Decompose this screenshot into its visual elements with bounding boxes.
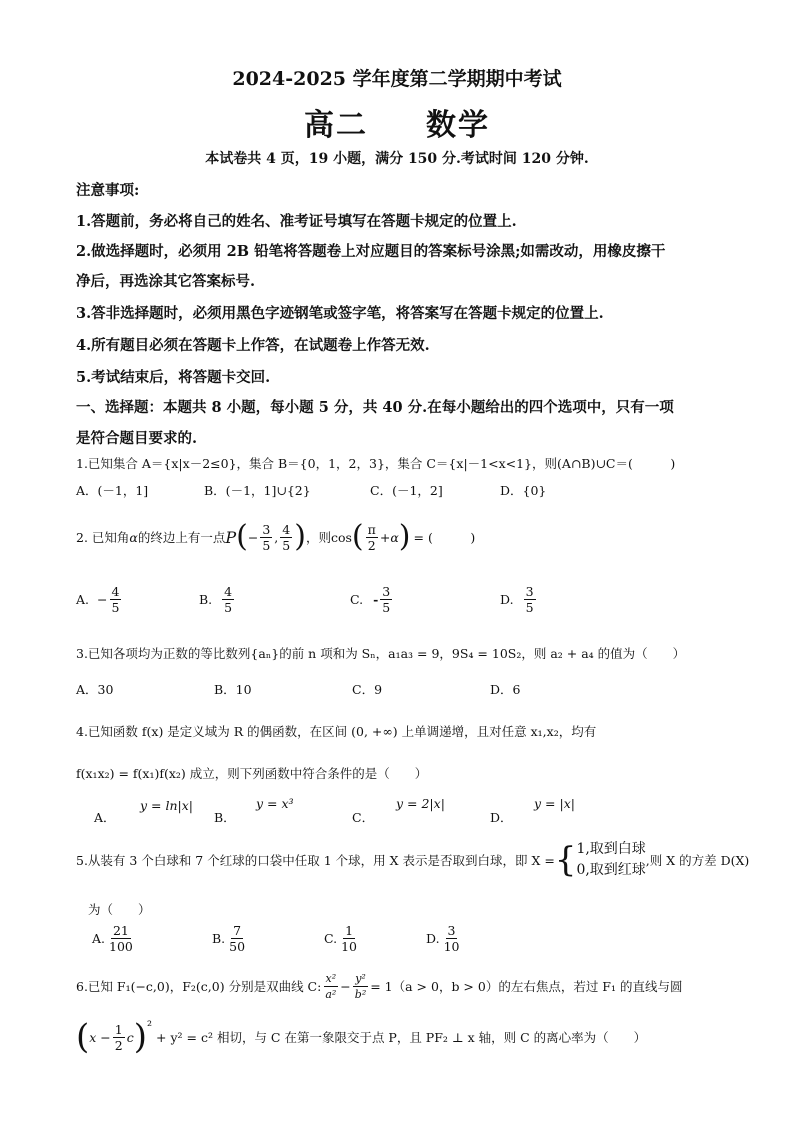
q2-option-d: D. $\frac{3}{5}$ bbox=[500, 584, 534, 615]
q5-option-d: D. $\frac{3}{10}$ bbox=[426, 923, 460, 954]
notes-heading: 注意事项: bbox=[76, 182, 140, 199]
q1-option-a: A．(－1，1] bbox=[76, 483, 149, 498]
exam-title: 2024-2025 学年度第二学期期中考试 bbox=[232, 68, 562, 90]
q6-line2: ( x − $\frac{1}{2}$ c ) ² + y² = c² 相切，与 C 在第一象限交于点 P，且 PF₂ ⊥ x 轴，则 C 的离心率为（ ） bbox=[76, 1017, 647, 1057]
q2-cos: cos bbox=[330, 529, 352, 545]
note-2a: 2.做选择题时，必须用 2B 铅笔将答题卷上对应题目的答案标号涂黑;如需改动，用橡皮擦干 bbox=[76, 243, 666, 260]
note-5: 5.考试结束后，将答题卡交回. bbox=[76, 369, 271, 386]
q5-option-c: C. $\frac{1}{10}$ bbox=[324, 923, 357, 954]
exam-info: 本试卷共 4 页，19 小题，满分 150 分.考试时间 120 分钟. bbox=[205, 151, 589, 167]
q5-option-b: B. $\frac{7}{50}$ bbox=[212, 923, 246, 954]
q2-point-p: P bbox=[225, 527, 237, 547]
subject-label: 数学 bbox=[426, 108, 490, 143]
q2-alpha: α bbox=[129, 529, 138, 545]
q3-option-a: A．30 bbox=[76, 682, 114, 697]
q2-mid: 的终边上有一点 bbox=[137, 530, 226, 545]
section1-line2: 是符合题目要求的. bbox=[76, 430, 198, 447]
q1-stem: 1.已知集合 A＝{x|x－2≤0}，集合 B＝{0，1，2，3}，集合 C＝{x|－1<x<1}，则(A∩B)∪C＝( ) bbox=[76, 456, 676, 471]
q2-pre: 2. 已知角 bbox=[76, 530, 130, 545]
note-3: 3.答非选择题时，必须用黑色字迹钢笔或签字笔，将答案写在答题卡规定的位置上. bbox=[76, 305, 604, 322]
q2-frac-y: $\frac{4}{5}$ bbox=[282, 521, 291, 553]
grade-label: 高二 bbox=[304, 108, 368, 143]
section1-line1: 一、选择题：本题共 8 小题，每小题 5 分，共 40 分.在每小题给出的四个选项中，只有一项 bbox=[76, 399, 674, 416]
q5-option-a: A. $\frac{21}{100}$ bbox=[92, 923, 133, 954]
q4-option-b-expr: y = x³ bbox=[256, 796, 294, 811]
note-4: 4.所有题目必须在答题卡上作答，在试题卷上作答无效. bbox=[76, 337, 430, 354]
q2-option-b: B. $\frac{4}{5}$ bbox=[199, 584, 233, 615]
q3-option-b: B．10 bbox=[214, 682, 252, 697]
q2-end: = ( ) bbox=[413, 530, 476, 545]
q2-option-c: C. - $\frac{3}{5}$ bbox=[350, 584, 391, 615]
q4-option-d-label: D． bbox=[490, 810, 513, 825]
exam-subject bbox=[0, 100, 794, 144]
q4-option-b-label: B． bbox=[214, 810, 236, 825]
q2-stem: 2. 已知角 α 的终边上有一点 P ( − $\frac{3}{5}$ , $\frac{4}{5}$ ) ，则 cos ( $\frac{\pi}{2}$ + α ) = ( ) bbox=[76, 519, 476, 554]
q2-option-a: A. − $\frac{4}{5}$ bbox=[76, 584, 120, 615]
q5-stem: 5.从装有 3 个白球和 7 个红球的口袋中任取 1 个球，用 X 表示是否取到白球，即 X = { 1,取到白球 0,取到红球 ,则 X 的方差 D(X) bbox=[76, 840, 750, 880]
q3-option-c: C．9 bbox=[352, 682, 383, 697]
q1-option-c: C．(－1，2] bbox=[370, 483, 443, 498]
q2-frac-x: $\frac{3}{5}$ bbox=[262, 521, 271, 553]
note-1: 1.答题前，务必将自己的姓名、准考证号填写在答题卡规定的位置上. bbox=[76, 213, 517, 230]
q1-option-b: B．(－1，1]∪{2} bbox=[204, 483, 311, 498]
q1-option-d: D．{0} bbox=[500, 483, 547, 498]
q4-option-d-expr: y = |x| bbox=[534, 796, 575, 811]
q3-option-d: D．6 bbox=[490, 682, 521, 697]
q4-option-a-label: A． bbox=[94, 810, 116, 825]
q4-option-c-label: C． bbox=[352, 810, 375, 825]
q4-line2: f(x₁x₂) = f(x₁)f(x₂) 成立，则下列函数中符合条件的是（ ） bbox=[76, 766, 428, 781]
q5-cases: 1,取到白球 0,取到红球 bbox=[576, 841, 646, 878]
q3-stem: 3.已知各项均为正数的等比数列{aₙ}的前 n 项和为 Sₙ，a₁a₃ = 9，9S₄ = 10S₂，则 a₂ + a₄ 的值为（ ） bbox=[76, 646, 686, 661]
note-2b: 净后，再选涂其它答案标号. bbox=[76, 273, 256, 290]
q2-frac-pi: $\frac{\pi}{2}$ bbox=[367, 521, 376, 553]
q5-line2: 为（ ） bbox=[88, 902, 151, 917]
q6-line1: 6.已知 F₁(−c,0)，F₂(c,0) 分别是双曲线 C: $\frac{\text{x²}}{\text{a²}}$ − $\frac{\text{y²}}{\text{b²}}$ = 1（a > 0，b > 0）的左右焦点，若过 F₁ 的直线与圆 bbox=[76, 971, 683, 1001]
q2-mid2: ，则 bbox=[305, 530, 331, 545]
q4-option-c-expr: y = 2|x| bbox=[396, 796, 445, 811]
q4-option-a-expr: y = ln|x| bbox=[140, 798, 194, 813]
q2-minus: − bbox=[247, 529, 259, 545]
q4-line1: 4.已知函数 f(x) 是定义域为 R 的偶函数，在区间 (0, +∞) 上单调递增，且对任意 x₁,x₂，均有 bbox=[76, 724, 597, 739]
